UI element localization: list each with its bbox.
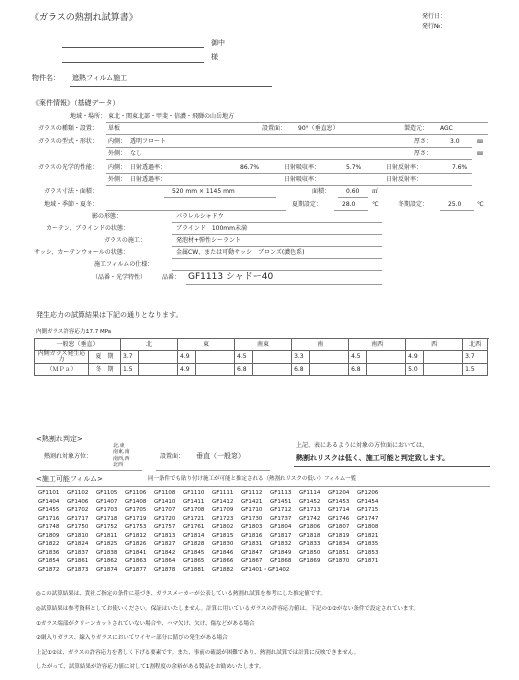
judge-install-value: 垂直（一般窓） bbox=[196, 452, 245, 460]
outer-abs-label: 日射吸収率： bbox=[284, 176, 321, 183]
judge-dir-line bbox=[40, 470, 142, 471]
area-label: 面積： bbox=[312, 188, 331, 195]
construction-value: 発泡材+弾性シーラント bbox=[176, 237, 242, 244]
film-item: GF1716 bbox=[38, 515, 60, 522]
film-item: GF1871 bbox=[357, 558, 379, 564]
film-spec-line bbox=[172, 270, 382, 271]
film-item: GF1730 bbox=[241, 515, 263, 522]
film-item: GF1802 bbox=[212, 524, 234, 530]
film-item: GF1849 bbox=[270, 549, 292, 556]
film-item: GF1110 bbox=[183, 490, 205, 496]
dir-southwest: 南西 bbox=[349, 339, 406, 351]
film-item: GF1822 bbox=[38, 541, 60, 547]
glass-type-line bbox=[106, 134, 488, 135]
film-item bbox=[386, 507, 415, 514]
inner-ref-label: 日射反射率： bbox=[386, 164, 423, 171]
film-item: GF1411 bbox=[183, 498, 205, 505]
film-item: GF1881 bbox=[183, 566, 205, 573]
allowable-label: 内側ガラス許容応力： bbox=[36, 329, 91, 335]
area-value: 0.60 bbox=[346, 188, 360, 195]
film-item: GF1453 bbox=[328, 498, 350, 505]
film-item: GF1872 bbox=[38, 566, 60, 573]
optical-inner-line bbox=[106, 173, 472, 174]
film-item: GF1835 bbox=[357, 541, 379, 547]
film-item: GF1811 bbox=[96, 532, 118, 539]
film-item: GF1865 bbox=[183, 558, 205, 564]
film-item bbox=[415, 516, 444, 523]
film-item: GF1882 bbox=[212, 566, 234, 573]
film-item: GF1452 bbox=[299, 498, 321, 505]
summer-unit: ℃ bbox=[372, 201, 379, 208]
outer-ref-label: 日射反射率： bbox=[386, 176, 423, 183]
film-item: GF1114 bbox=[299, 490, 321, 496]
optical-label: ガラスの光学的性能： bbox=[38, 164, 98, 171]
climate-line bbox=[106, 210, 286, 211]
film-item: GF1718 bbox=[96, 515, 118, 522]
size-value: 520 mm × 1145 mm bbox=[172, 188, 235, 195]
film-item: GF1837 bbox=[67, 549, 89, 556]
film-item: GF1869 bbox=[299, 558, 321, 564]
film-item: GF1410 bbox=[154, 498, 176, 505]
film-item: GF1407 bbox=[96, 498, 118, 505]
film-item: GF1746 bbox=[328, 515, 350, 522]
judge-dir-1: 北,東 bbox=[113, 443, 125, 449]
film-item: GF1851 bbox=[328, 549, 350, 556]
summer-north: 3.7 bbox=[121, 351, 139, 364]
shadow-label: 影の形態： bbox=[92, 213, 123, 220]
winter-southwest: 6.8 bbox=[349, 364, 367, 376]
winter-label: 冬期設定： bbox=[398, 201, 429, 208]
film-item: GF1824 bbox=[67, 541, 89, 547]
film-item: GF1870 bbox=[328, 558, 350, 564]
dir-east: 東 bbox=[178, 339, 235, 351]
curtain-line bbox=[172, 234, 382, 235]
summer-line bbox=[334, 210, 368, 211]
film-item bbox=[386, 550, 415, 557]
film-item: GF1710 bbox=[241, 507, 263, 513]
film-item bbox=[415, 524, 444, 531]
film-item: GF1713 bbox=[299, 507, 321, 513]
addressee-line bbox=[62, 47, 204, 48]
summer-southeast: 4.5 bbox=[235, 351, 253, 364]
winter-unit: ℃ bbox=[477, 201, 484, 208]
install-label: 設置面： bbox=[262, 125, 287, 132]
film-item: GF1850 bbox=[299, 549, 321, 556]
outer-thickness-unit: ㎜ bbox=[477, 150, 484, 157]
region-line bbox=[106, 122, 488, 123]
onchu-label: 御中 bbox=[211, 39, 225, 47]
film-item: GF1408 bbox=[125, 498, 147, 505]
film-item: GF1814 bbox=[183, 532, 205, 539]
film-item: GF1809 bbox=[38, 532, 60, 539]
film-item: GF1877 bbox=[125, 566, 147, 573]
winter-line bbox=[440, 210, 474, 211]
film-item: GF1106 bbox=[125, 490, 147, 496]
film-item: GF1204 bbox=[328, 490, 350, 496]
note-4: ②網入りガラス、線入りガラスにおいてワイヤー部分に錆びの発生がある場合 bbox=[36, 635, 228, 641]
film-item: GF1808 bbox=[357, 524, 379, 530]
winter-north: 1.5 bbox=[121, 364, 139, 376]
film-item: GF1830 bbox=[212, 541, 234, 547]
summer-label: 夏期設定： bbox=[292, 201, 323, 208]
summer-west: 4.9 bbox=[406, 351, 424, 364]
project-value: 遮熱フィルム施工 bbox=[72, 74, 128, 82]
sash-line bbox=[172, 258, 382, 259]
note-5: 上記①②は、ガラスの許容応力を著しく下げる要素です。また、事前の確認が困難であり、熱割れ試算では計算に反映できません。 bbox=[36, 650, 360, 656]
film-item: GF1803 bbox=[241, 524, 263, 530]
inner-trans-label: 日射透過率： bbox=[130, 164, 167, 171]
film-item: GF1421 bbox=[241, 498, 263, 505]
film-item: GF1719 bbox=[125, 515, 147, 522]
outer-line bbox=[106, 159, 472, 160]
film-item: GF1878 bbox=[154, 566, 176, 573]
film-item: GF1705 bbox=[125, 507, 147, 513]
judge-note-1: 上記、表にあるように対象の方位面においては、 bbox=[296, 442, 429, 449]
allowable-value: 17.7 MPa bbox=[86, 329, 112, 335]
dir-north: 北 bbox=[121, 339, 178, 351]
film-item: GF1702 bbox=[67, 507, 89, 513]
film-no-line bbox=[186, 284, 382, 285]
summer-value: 28.0 bbox=[342, 201, 356, 208]
attention-line bbox=[62, 62, 204, 63]
film-item: GF1737 bbox=[270, 515, 292, 522]
dir-southeast: 南東 bbox=[235, 339, 292, 351]
issue-date-label: 発行日： bbox=[422, 13, 447, 20]
summer-northwest: 3.7 bbox=[463, 351, 488, 364]
maker-label: 製造元： bbox=[404, 125, 429, 132]
film-item: GF1831 bbox=[241, 541, 263, 547]
film-item: GF1723 bbox=[212, 515, 234, 522]
case-info-title: 《案件情報》（基礎データ） bbox=[32, 99, 120, 107]
film-item: GF1707 bbox=[154, 507, 176, 513]
film-item: GF1807 bbox=[328, 524, 350, 530]
outer-label: 外側： bbox=[108, 150, 127, 157]
film-item bbox=[386, 567, 415, 574]
film-item: GF1752 bbox=[96, 524, 118, 530]
sash-label: サッシ、カーテンウォールの状態： bbox=[34, 249, 129, 256]
size-label: ガラス寸法・面積： bbox=[44, 188, 98, 195]
film-item: GF1714 bbox=[328, 507, 350, 513]
maker-value: AGC bbox=[440, 125, 453, 132]
film-spec-label: 施工フィルムの仕様： bbox=[94, 261, 154, 268]
project-label: 物件名： bbox=[32, 74, 60, 82]
stress-table bbox=[34, 338, 488, 376]
film-item: GF1101 bbox=[38, 490, 60, 496]
film-item: GF1451 bbox=[270, 498, 292, 505]
note-1: ◎この試算結果は、貴社ご指定の条件に基づき、ガラスメーカーが公表している熱割れ試算を参考にした推定値です。 bbox=[36, 591, 326, 597]
film-item: GF1847 bbox=[241, 549, 263, 556]
inner-abs-value: 5.7% bbox=[346, 164, 362, 171]
optical-inner-label: 内側： bbox=[108, 164, 127, 171]
outer-trans-label: 日射透過率： bbox=[130, 176, 167, 183]
winter-northwest: 1.5 bbox=[463, 364, 488, 376]
film-item: GF1717 bbox=[67, 515, 89, 522]
film-item: GF1750 bbox=[67, 524, 89, 530]
glass-shape-label: ガラスの型式・形状： bbox=[38, 138, 98, 145]
winter-label-cell: 冬 期 bbox=[89, 364, 121, 376]
film-no-value: GF1113 シャドー40 bbox=[188, 272, 274, 282]
film-item: GF1757 bbox=[154, 524, 176, 530]
film-item: GF1853 bbox=[357, 549, 379, 556]
film-item: GF1873 bbox=[67, 566, 89, 573]
film-item: GF1108 bbox=[154, 490, 176, 496]
summer-southwest: 4.5 bbox=[349, 351, 367, 364]
table-corner: 一般窓（垂直） bbox=[35, 339, 121, 351]
curtain-label: カーテン、ブラインドの状態： bbox=[46, 225, 130, 232]
summer-south: 3.3 bbox=[292, 351, 310, 364]
film-item: GF1753 bbox=[125, 524, 147, 530]
size-line bbox=[164, 197, 276, 198]
winter-value: 25.0 bbox=[448, 201, 462, 208]
film-item: GF1102 bbox=[67, 490, 89, 496]
note-2: ◎試算結果は参考資料としてお使いください。保証はいたしません。計算に用いているガラスの許容応力値は、下記の①②がない条件で設定されています。 bbox=[36, 606, 419, 612]
film-item: GF1712 bbox=[270, 507, 292, 513]
inner-thickness-label: 厚さ： bbox=[414, 138, 433, 145]
film-item: GF1748 bbox=[38, 524, 60, 530]
film-item: GF1868 bbox=[270, 558, 292, 564]
outer-glass-value: なし bbox=[130, 150, 143, 157]
winter-east: 4.9 bbox=[178, 364, 196, 376]
film-no-label: 品番： bbox=[162, 274, 181, 281]
row-label-2: （ＭＰａ） bbox=[35, 364, 89, 376]
sama-label: 様 bbox=[211, 53, 218, 61]
winter-southeast: 6.8 bbox=[235, 364, 253, 376]
inner-label: 内側： bbox=[108, 138, 127, 145]
judge-title: <熱割れ判定> bbox=[36, 435, 83, 443]
film-item bbox=[415, 507, 444, 514]
film-item: GF1818 bbox=[299, 532, 321, 539]
inner-trans-value: 86.7% bbox=[240, 164, 260, 171]
film-list-sub: 同一条件でも貼り付け施工が可能と推定される（熱割れリスクの低い）フィルム一覧 bbox=[148, 476, 357, 482]
film-item: GF1806 bbox=[299, 524, 321, 530]
film-item: GF1817 bbox=[270, 532, 292, 539]
curtain-value: ブラインド 100mm未満 bbox=[176, 225, 247, 232]
film-item: GF1827 bbox=[154, 541, 176, 547]
judge-install-label: 設置面： bbox=[160, 453, 185, 460]
film-list-grid bbox=[38, 490, 444, 575]
inner-line bbox=[106, 147, 472, 148]
note-3: ①ガラス端部がクリーンカットされていない場合や、ハマ欠け、欠け、傷などがある場合 bbox=[36, 621, 255, 627]
film-item: GF1761 bbox=[183, 524, 205, 530]
film-item: GF1715 bbox=[357, 507, 379, 513]
result-text: 発生応力の試算結果は下記の通りとなります。 bbox=[36, 311, 183, 319]
film-item: GF1825 bbox=[96, 541, 118, 547]
optical-outer-label: 外側： bbox=[108, 176, 127, 183]
film-item: GF1813 bbox=[154, 532, 176, 539]
film-item: GF1112 bbox=[241, 490, 263, 496]
inner-thickness-value: 3.0 bbox=[450, 138, 460, 145]
film-item bbox=[386, 541, 415, 548]
judge-dir-2: 南東,南 bbox=[113, 449, 130, 456]
film-item: GF1826 bbox=[125, 541, 147, 547]
film-item bbox=[328, 567, 357, 574]
film-item bbox=[357, 567, 386, 574]
film-item bbox=[415, 558, 444, 565]
film-item bbox=[386, 499, 415, 506]
row-label-1: 内側ガラス発生応力 bbox=[35, 351, 89, 364]
region-label: 地域・場所： bbox=[70, 113, 107, 120]
film-item: GF1846 bbox=[212, 549, 234, 556]
film-item: GF1812 bbox=[125, 532, 147, 539]
summer-east: 4.9 bbox=[178, 351, 196, 364]
film-item: GF1720 bbox=[154, 515, 176, 522]
film-item: GF1455 bbox=[38, 507, 60, 513]
film-item: GF1867 bbox=[241, 558, 263, 564]
film-item: GF1816 bbox=[241, 532, 263, 539]
film-item: GF1454 bbox=[357, 498, 379, 505]
film-list-title: <施工可能フィルム> bbox=[36, 475, 103, 483]
film-item: GF1709 bbox=[212, 507, 234, 513]
film-item bbox=[386, 490, 415, 497]
film-item bbox=[386, 533, 415, 540]
film-item: GF1836 bbox=[38, 549, 60, 556]
judge-dir-4: 北西 bbox=[113, 461, 124, 468]
film-item bbox=[415, 490, 444, 497]
table-row-winter bbox=[35, 364, 488, 376]
inner-thickness-unit: ㎜ bbox=[477, 138, 484, 145]
judge-note-line bbox=[294, 466, 490, 467]
film-item: GF1406 bbox=[67, 498, 89, 505]
area-unit: ㎡ bbox=[372, 188, 379, 195]
film-item: GF1810 bbox=[67, 532, 89, 539]
film-item: GF1804 bbox=[270, 524, 292, 530]
winter-south: 6.8 bbox=[292, 364, 310, 376]
film-item: GF1819 bbox=[328, 532, 350, 539]
inner-ref-value: 7.6% bbox=[452, 164, 468, 171]
film-item: GF1845 bbox=[183, 549, 205, 556]
film-item: GF1206 bbox=[357, 490, 379, 496]
film-item: GF1815 bbox=[212, 532, 234, 539]
film-item: GF1113 bbox=[270, 490, 292, 496]
judge-dirs bbox=[113, 443, 130, 468]
project-line bbox=[70, 86, 272, 87]
dir-west: 西 bbox=[406, 339, 463, 351]
shadow-line bbox=[172, 222, 382, 223]
dir-south: 南 bbox=[292, 339, 349, 351]
film-spec-sub: （品番・光学特性） bbox=[92, 274, 147, 281]
inner-glass-value: 透明フロート bbox=[130, 138, 167, 145]
film-item bbox=[415, 499, 444, 506]
film-item: GF1838 bbox=[96, 549, 118, 556]
film-item: GF1401・GF1402 bbox=[241, 566, 290, 573]
film-item: GF1111 bbox=[212, 490, 234, 496]
film-item bbox=[415, 533, 444, 540]
film-item: GF1861 bbox=[67, 558, 89, 564]
film-list-line bbox=[36, 486, 490, 487]
film-item: GF1105 bbox=[96, 490, 118, 496]
film-item: GF1862 bbox=[96, 558, 118, 564]
install-value: 90°（垂直窓） bbox=[298, 125, 339, 132]
table-header-row bbox=[35, 339, 488, 351]
film-item: GF1828 bbox=[183, 541, 205, 547]
table-row-summer bbox=[35, 351, 488, 364]
area-line bbox=[338, 197, 368, 198]
judge-dir-3: 南西,西 bbox=[113, 455, 130, 462]
judge-install-line bbox=[156, 470, 270, 471]
sash-value: 金属CW、または可動サッシ ブロンズ(濃色系) bbox=[176, 249, 305, 256]
construction-label: ガラスの施工： bbox=[104, 237, 146, 244]
film-item: GF1412 bbox=[212, 498, 234, 505]
film-item bbox=[386, 516, 415, 523]
judge-note-2: 熱割れリスクは低く、施工可能と判定致します。 bbox=[296, 454, 450, 462]
note-6: したがって、試算結果が許容応力値に対して1割程度の余裕がある製品をお勧めいたします。 bbox=[36, 664, 265, 670]
film-item: GF1842 bbox=[154, 549, 176, 556]
document-title: 《ガラスの熱割れ試算書》 bbox=[30, 13, 138, 23]
film-item: GF1864 bbox=[154, 558, 176, 564]
issue-no-label: 発行№： bbox=[422, 23, 447, 30]
optical-outer-line bbox=[106, 185, 472, 186]
film-item bbox=[386, 558, 415, 565]
film-item: GF1821 bbox=[357, 532, 379, 539]
film-item: GF1721 bbox=[183, 515, 205, 522]
film-item bbox=[386, 524, 415, 531]
film-item bbox=[415, 550, 444, 557]
film-item: GF1747 bbox=[357, 515, 379, 522]
film-item: GF1832 bbox=[270, 541, 292, 547]
inner-abs-label: 日射吸収率： bbox=[284, 164, 321, 171]
dir-northwest: 北西 bbox=[463, 339, 488, 351]
film-item: GF1866 bbox=[212, 558, 234, 564]
region-value: 東北・関東北部・甲斐・信濃・飛騨の山岳地方 bbox=[108, 113, 235, 120]
film-item bbox=[415, 541, 444, 548]
film-item: GF1863 bbox=[125, 558, 147, 564]
glass-type-value: 単板 bbox=[108, 125, 121, 132]
film-item: GF1708 bbox=[183, 507, 205, 513]
film-item: GF1834 bbox=[328, 541, 350, 547]
winter-west: 5.0 bbox=[406, 364, 424, 376]
film-item: GF1854 bbox=[38, 558, 60, 564]
construction-line bbox=[172, 246, 382, 247]
film-item: GF1833 bbox=[299, 541, 321, 547]
film-item: GF1841 bbox=[125, 549, 147, 556]
outer-thickness-label: 厚さ： bbox=[414, 150, 433, 157]
film-item: GF1404 bbox=[38, 498, 60, 505]
judge-dir-label: 熱割れ対象方位： bbox=[44, 453, 93, 460]
film-item: GF1703 bbox=[96, 507, 118, 513]
film-item bbox=[415, 567, 444, 574]
summer-label-cell: 夏 期 bbox=[89, 351, 121, 364]
shadow-value: パラレルシャドウ bbox=[176, 213, 224, 220]
film-item: GF1742 bbox=[299, 515, 321, 522]
glass-type-label: ガラスの種類・設置： bbox=[38, 125, 98, 132]
climate-label: 地域・季節・夏冬： bbox=[44, 201, 99, 208]
film-item: GF1874 bbox=[96, 566, 118, 573]
